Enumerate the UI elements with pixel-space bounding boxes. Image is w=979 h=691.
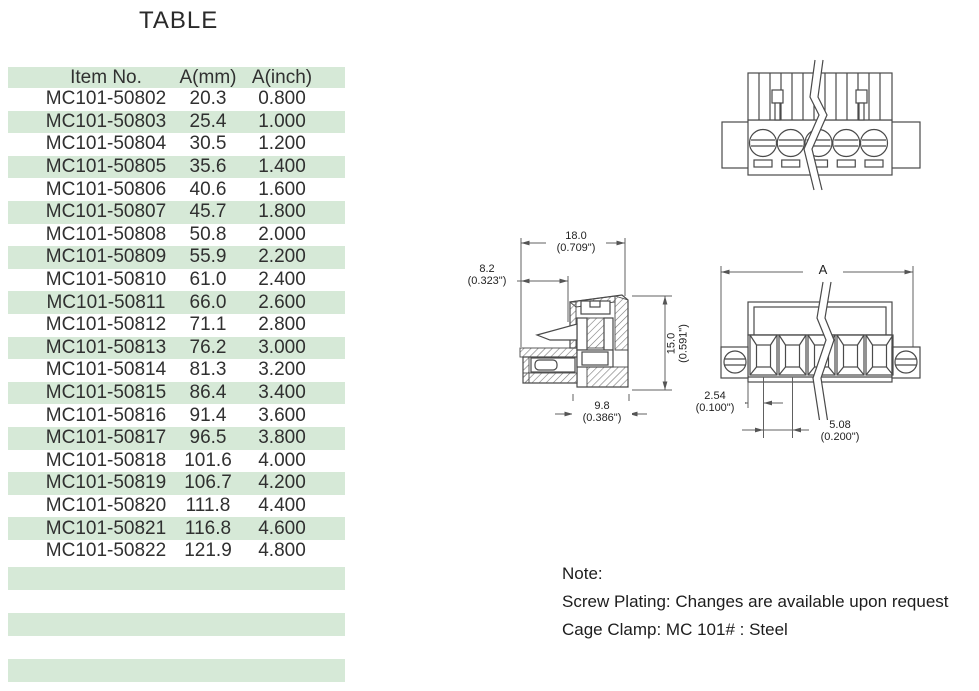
col-header-a-mm: A(mm) <box>179 67 237 88</box>
cell-mm: 111.8 <box>185 494 231 516</box>
dim-label-width <box>546 231 606 254</box>
empty-table-row <box>8 590 345 613</box>
table-row <box>8 427 345 450</box>
cell-mm: 121.9 <box>184 540 232 562</box>
dim-overall: A <box>818 262 828 277</box>
cell-mm: 20.3 <box>189 88 227 110</box>
cell-item: MC101-50807 <box>45 201 167 223</box>
table-row <box>8 133 345 156</box>
cell-item: MC101-50820 <box>45 494 167 516</box>
cell-item: MC101-50814 <box>45 359 167 381</box>
empty-table-row <box>8 636 345 659</box>
cell-item: MC101-50819 <box>45 472 167 494</box>
cell-inch: 2.200 <box>258 246 306 268</box>
cell-inch: 3.600 <box>258 404 306 426</box>
dim-height-mm: 15.0 <box>665 332 678 355</box>
cell-inch: 2.400 <box>258 269 306 291</box>
cell-mm: 81.3 <box>189 359 227 381</box>
dim-pitch-in: (0.200") <box>820 430 860 443</box>
cell-item: MC101-50821 <box>45 517 167 539</box>
cell-mm: 106.7 <box>184 472 232 494</box>
cell-item: MC101-50806 <box>45 178 167 200</box>
cell-mm: 101.6 <box>184 449 232 471</box>
cell-mm: 71.1 <box>189 314 227 336</box>
cell-mm: 66.0 <box>189 291 227 313</box>
cell-item: MC101-50815 <box>45 382 167 404</box>
dim-label-pitch-half <box>685 391 745 414</box>
table-row <box>8 201 345 224</box>
cell-item: MC101-50812 <box>45 314 167 336</box>
cell-item: MC101-50813 <box>45 336 167 358</box>
hatched-ledge <box>520 348 577 357</box>
table-row <box>8 178 345 201</box>
table-row <box>8 382 345 405</box>
dim-bottom-mm: 9.8 <box>594 400 610 412</box>
cell-inch: 2.600 <box>258 291 306 313</box>
cell-inch: 3.400 <box>258 382 306 404</box>
table-row <box>8 246 345 269</box>
hatched-right-wall <box>615 296 628 350</box>
cell-inch: 1.200 <box>258 133 306 155</box>
cell-mm: 55.9 <box>189 246 227 268</box>
dim-offset-in: (0.323") <box>467 274 507 287</box>
dim-label-overall-a <box>803 264 843 276</box>
cell-inch: 4.600 <box>258 517 306 539</box>
dim-height-in: (0.591") <box>677 324 689 363</box>
cell-item: MC101-50804 <box>45 133 167 155</box>
cell-mm: 40.6 <box>189 178 227 200</box>
col-header-item-no: Item No. <box>70 67 142 88</box>
cell-inch: 1.000 <box>258 110 306 132</box>
cell-inch: 1.600 <box>258 178 306 200</box>
table-row <box>8 472 345 495</box>
cell-mm: 116.8 <box>184 517 232 539</box>
dim-label-pitch <box>809 420 871 443</box>
col-header-a-inch: A(inch) <box>251 67 313 88</box>
note-heading: Note: <box>562 564 603 583</box>
table-row <box>8 450 345 473</box>
table-row <box>8 495 345 518</box>
table-row <box>8 156 345 179</box>
table-row <box>8 404 345 427</box>
connector-top-view-drawing <box>693 57 935 192</box>
cell-item: MC101-50811 <box>46 291 166 313</box>
cell-item: MC101-50808 <box>45 223 167 245</box>
dim-width-in: (0.709") <box>556 241 596 254</box>
cage-clamp-spring <box>587 318 604 348</box>
release-lever <box>537 324 577 340</box>
cell-inch: 4.800 <box>258 540 306 562</box>
table-row <box>8 291 345 314</box>
hatched-foot <box>587 367 628 387</box>
cell-inch: 4.200 <box>258 472 306 494</box>
cell-mm: 91.4 <box>189 404 227 426</box>
table-row <box>8 88 345 111</box>
page-title: TABLE <box>139 7 219 34</box>
cell-item: MC101-50802 <box>45 88 167 110</box>
table-row <box>8 111 345 134</box>
table-row <box>8 337 345 360</box>
table-row <box>8 517 345 540</box>
cell-inch: 3.800 <box>258 427 306 449</box>
cell-inch: 4.000 <box>258 449 306 471</box>
dim-pitch-half-mm: 2.54 <box>704 390 726 402</box>
dim-pitch-mm: 5.08 <box>829 419 851 431</box>
cell-inch: 2.800 <box>258 314 306 336</box>
cell-inch: 2.000 <box>258 223 306 245</box>
cell-mm: 35.6 <box>189 156 227 178</box>
dim-offset-mm: 8.2 <box>479 263 495 275</box>
cell-mm: 61.0 <box>189 269 227 291</box>
cell-inch: 3.000 <box>258 336 306 358</box>
cell-mm: 96.5 <box>189 427 227 449</box>
cell-inch: 1.800 <box>258 201 306 223</box>
dim-width-mm: 18.0 <box>565 230 587 242</box>
size-table-body <box>8 88 345 682</box>
note-block <box>562 560 949 644</box>
cell-item: MC101-50809 <box>45 246 167 268</box>
note-line-screw-plating: Screw Plating: Changes are available upon request <box>562 592 949 611</box>
cell-mm: 50.8 <box>189 223 227 245</box>
table-header-row <box>8 67 345 88</box>
dim-label-bottom <box>572 401 632 424</box>
table-row <box>8 314 345 337</box>
cell-item: MC101-50810 <box>45 269 167 291</box>
cell-item: MC101-50822 <box>45 540 167 562</box>
table-row <box>8 540 345 563</box>
cell-mm: 25.4 <box>189 110 227 132</box>
dim-label-height <box>667 306 690 382</box>
cell-item: MC101-50805 <box>45 156 167 178</box>
cell-item: MC101-50817 <box>45 427 167 449</box>
table-row <box>8 359 345 382</box>
table-row <box>8 269 345 292</box>
cell-item: MC101-50803 <box>45 110 167 132</box>
dim-pitch-half-in: (0.100") <box>695 401 735 414</box>
cell-inch: 0.800 <box>258 88 306 110</box>
cell-mm: 76.2 <box>189 336 227 358</box>
cell-inch: 1.400 <box>258 156 306 178</box>
cell-mm: 30.5 <box>189 133 227 155</box>
cell-item: MC101-50818 <box>45 449 167 471</box>
empty-table-row <box>8 659 345 682</box>
dim-bottom-in: (0.386") <box>582 411 622 424</box>
size-table <box>8 67 345 682</box>
cell-inch: 3.200 <box>258 359 306 381</box>
screw-slot <box>590 301 600 307</box>
cell-inch: 4.400 <box>258 494 306 516</box>
dim-label-offset <box>457 264 517 287</box>
empty-table-row <box>8 613 345 636</box>
section-body <box>520 295 628 387</box>
note-line-cage-clamp: Cage Clamp: MC 101# : Steel <box>562 620 788 639</box>
table-row <box>8 224 345 247</box>
cell-mm: 45.7 <box>189 201 227 223</box>
cell-item: MC101-50816 <box>45 404 167 426</box>
empty-table-row <box>8 567 345 590</box>
cell-mm: 86.4 <box>189 382 227 404</box>
